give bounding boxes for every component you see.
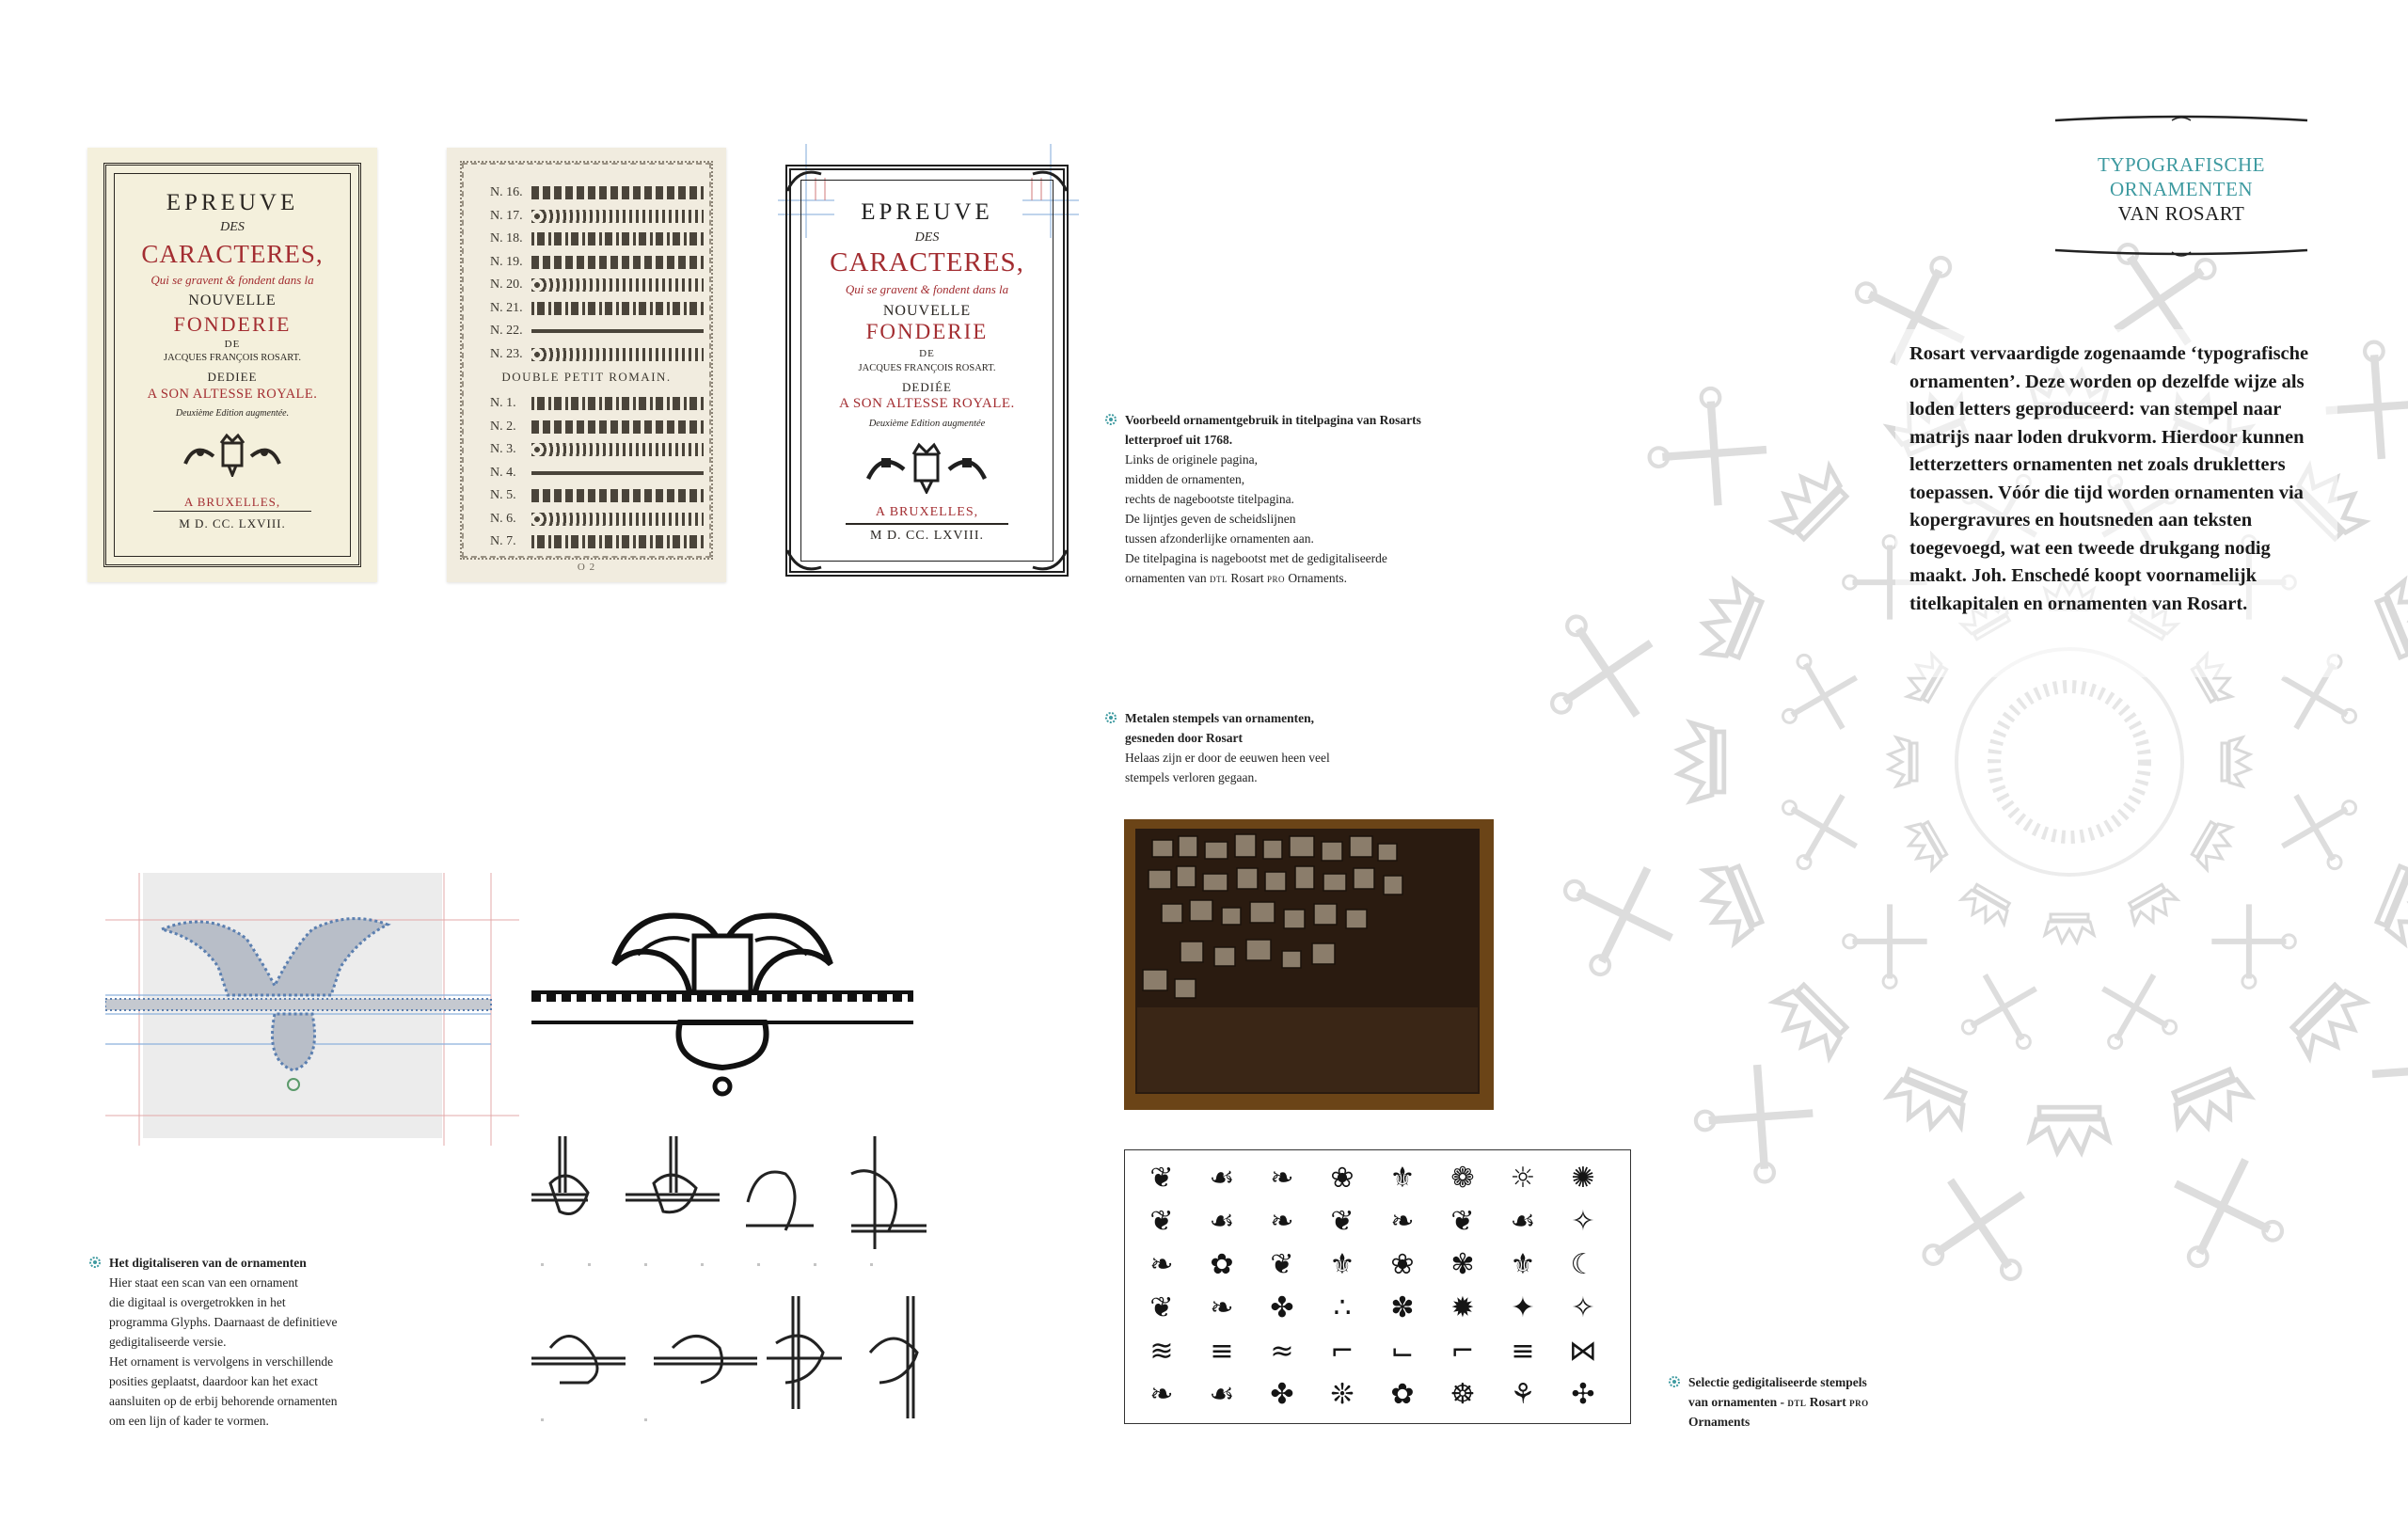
specimen-row-label: N. 3. — [490, 442, 516, 456]
caption-line: programma Glyphs. Daarnaast de definitieve — [109, 1315, 338, 1329]
title-line-1: TYPOGRAFISCHE — [2097, 153, 2266, 176]
caption-selection-head3: Ornaments — [1688, 1415, 1751, 1429]
specimen-ornament-strip — [531, 186, 704, 199]
caption-line: gedigitaliseerde versie. — [109, 1335, 227, 1349]
ornament-glyph: ✿ — [1210, 1248, 1234, 1281]
specimen-row — [490, 322, 704, 340]
caption-selection-head2 — [1688, 1392, 1933, 1412]
ornament-glyph: ❧ — [1210, 1291, 1234, 1324]
specimen-ornament-strip — [531, 443, 704, 456]
specimen-row-label: N. 16. — [490, 185, 523, 199]
ornament-glyph: ❧ — [1149, 1378, 1174, 1411]
ornament-glyph: ⚜ — [1510, 1248, 1536, 1281]
ornament-glyph: ✾ — [1450, 1248, 1475, 1281]
ornament-glyph: ❦ — [1149, 1205, 1174, 1238]
caption-text: van ornamenten - — [1688, 1395, 1788, 1409]
caption-titlepage-head2: letterproef uit 1768. — [1125, 433, 1233, 447]
ornament-glyph: ⌐ — [1330, 1335, 1354, 1368]
specimen-ornament-strip — [531, 329, 704, 333]
tp3-date: M D. CC. LXVIII. — [870, 529, 984, 543]
crest-ornament — [176, 432, 289, 477]
specimen-row-label: N. 23. — [490, 346, 523, 361]
ornament-glyph: ❀ — [1390, 1248, 1415, 1281]
specimen-row-label: N. 21. — [490, 300, 523, 315]
caption-line: De titelpagina is nagebootst met de gedigitaliseerde — [1125, 551, 1387, 565]
caption-line: Links de originele pagina, — [1125, 452, 1258, 467]
ornament-glyph: ❊ — [1330, 1378, 1354, 1411]
specimen-ornament-strip — [531, 302, 704, 315]
ornament-glyph: ❦ — [1270, 1248, 1294, 1281]
caption-line: De lijntjes geven de scheidslijnen — [1125, 512, 1296, 526]
ornament-glyph: ✦ — [1511, 1291, 1535, 1324]
ornament-glyph: ≡ — [1210, 1335, 1234, 1368]
tp3-des: DES — [914, 230, 940, 245]
punches-drawer — [1124, 819, 1494, 1110]
specimen-ornament-strip — [531, 210, 704, 223]
caption-line: aansluiten op de erbij behorende ornamenten — [109, 1394, 338, 1408]
caption-line: om een lijn of kader te vormen. — [109, 1414, 269, 1428]
tp3-de: DE — [919, 348, 935, 359]
ornament-specimen-sheet — [447, 148, 726, 582]
tp1-date: M D. CC. LXVIII. — [179, 516, 286, 530]
specimen-ornament-strip — [531, 397, 704, 410]
caption-text: ornamenten van — [1125, 571, 1210, 585]
ornament-glyph: ≈ — [1270, 1335, 1294, 1368]
tp1-fonderie: FONDERIE — [173, 312, 292, 336]
ornament-glyph: ⚜ — [1389, 1162, 1416, 1195]
spec-section-label: DOUBLE PETIT ROMAIN. — [501, 370, 672, 384]
specimen-row — [490, 510, 704, 529]
ornament-glyph: ❧ — [1149, 1248, 1174, 1281]
caption-line: die digitaal is overgetrokken in het — [109, 1295, 286, 1309]
spec-footer: O 2 — [577, 562, 596, 573]
title-bottom-rule — [2053, 246, 2309, 260]
tp1-bruxelles: A BRUXELLES, — [183, 495, 281, 509]
tp1-edition: Deuxième Edition augmentée. — [175, 408, 290, 419]
tp3-epreuve: EPREUVE — [861, 199, 993, 225]
tp1-de: DE — [224, 339, 241, 350]
ornament-glyph: ❁ — [1450, 1162, 1475, 1195]
ornament-glyph: ✣ — [1571, 1378, 1595, 1411]
specimen-row — [490, 440, 704, 459]
caption-stamps — [1125, 708, 1464, 787]
recreated-titlepage — [780, 148, 1074, 582]
tp1-caracteres: CARACTERES, — [141, 240, 324, 268]
specimen-ornament-strip — [531, 535, 704, 548]
ornament-glyph: ✤ — [1270, 1378, 1294, 1411]
caption-line: midden de ornamenten, — [1125, 472, 1245, 486]
caption-stamps-head2: gesneden door Rosart — [1125, 731, 1244, 745]
ornament-glyph: ✧ — [1571, 1291, 1595, 1324]
flower-bullet-icon — [1104, 711, 1117, 724]
specimen-row-label: N. 18. — [490, 231, 523, 245]
ornament-glyph: ✿ — [1390, 1378, 1415, 1411]
title-top-rule — [2053, 113, 2309, 124]
ornament-glyph: ❦ — [1149, 1291, 1174, 1324]
specimen-row-label: N. 19. — [490, 254, 523, 269]
tp1-rosart: JACQUES FRANÇOIS ROSART. — [164, 353, 301, 363]
specimen-ornament-strip — [531, 348, 704, 361]
tp3-edition: Deuxième Edition augmentée — [868, 419, 986, 429]
specimen-row — [490, 183, 704, 202]
ornament-glyph: ⚘ — [1510, 1378, 1536, 1411]
specimen-row-label: N. 2. — [490, 419, 516, 434]
ornament-positions — [531, 1136, 927, 1426]
ornament-glyph: ≡ — [1511, 1335, 1535, 1368]
specimen-row-label: N. 6. — [490, 511, 516, 526]
ornament-glyph: ❧ — [1270, 1162, 1294, 1195]
ornament-glyph: ✤ — [1270, 1291, 1294, 1324]
ornament-glyph: ❦ — [1450, 1205, 1475, 1238]
ornament-glyph: ✽ — [1390, 1291, 1415, 1324]
caption-digitize-head: Het digitaliseren van de ornamenten — [109, 1256, 307, 1270]
caption-selection — [1688, 1372, 1933, 1432]
ornament-glyph: ≋ — [1149, 1335, 1174, 1368]
original-titlepage — [87, 148, 377, 582]
specimen-ornament-strip — [531, 278, 704, 292]
caption-line: posities geplaatst, daardoor kan het exact — [109, 1374, 318, 1388]
specimen-row — [490, 230, 704, 248]
tp1-qui: Qui se gravent & fondent dans la — [150, 273, 314, 287]
ornament-glyph: ✧ — [1571, 1205, 1595, 1238]
specimen-row-label: N. 1. — [490, 396, 516, 410]
caption-line: Helaas zijn er door de eeuwen heen veel — [1125, 751, 1330, 765]
ornament-glyph: ∴ — [1333, 1291, 1352, 1324]
specimen-row — [490, 394, 704, 413]
specimen-row — [490, 464, 704, 483]
ornament-glyph: ☸ — [1450, 1378, 1476, 1411]
ornament-glyph: ⚜ — [1329, 1248, 1355, 1281]
tp3-rosart: JACQUES FRANÇOIS ROSART. — [858, 363, 996, 373]
specimen-row-label: N. 5. — [490, 488, 516, 502]
ornament-glyph: ⋈ — [1569, 1335, 1597, 1368]
specimen-row — [490, 486, 704, 505]
caption-stamps-head1: Metalen stempels van ornamenten, — [1125, 711, 1314, 725]
ornament-glyph: ☙ — [1209, 1378, 1235, 1411]
caption-line: stempels verloren gegaan. — [1125, 770, 1258, 784]
tp3-nouvelle: NOUVELLE — [882, 303, 972, 319]
specimen-row — [490, 345, 704, 364]
ornament-glyph: ❧ — [1390, 1205, 1415, 1238]
tp1-des: DES — [220, 220, 245, 234]
caption-smallcaps: dtl — [1787, 1395, 1807, 1409]
section-title — [2053, 113, 2309, 260]
caption-line: Hier staat een scan van een ornament — [109, 1275, 298, 1290]
caption-digitize — [109, 1253, 420, 1431]
specimen-row-label: N. 22. — [490, 324, 523, 338]
specimen-row-label: N. 17. — [490, 208, 523, 223]
ornament-glyph: ⌐ — [1450, 1335, 1475, 1368]
specimen-ornament-strip — [531, 489, 704, 502]
caption-text: Rosart — [1227, 571, 1267, 585]
ornament-glyph: ☾ — [1570, 1248, 1596, 1281]
ornament-glyph: ✹ — [1450, 1291, 1475, 1324]
specimen-ornament-strip — [531, 256, 704, 269]
flower-bullet-icon — [1668, 1375, 1681, 1388]
specimen-row — [490, 207, 704, 226]
specimen-row — [490, 299, 704, 318]
specimen-ornament-strip — [531, 232, 704, 245]
caption-selection-head1: Selectie gedigitaliseerde stempels — [1688, 1375, 1867, 1389]
specimen-ornament-strip — [531, 420, 704, 434]
tp3-qui: Qui se gravent & fondent dans la — [845, 282, 1009, 296]
flower-bullet-icon — [1104, 413, 1117, 426]
specimen-row — [490, 276, 704, 294]
punches-photo — [1124, 819, 1494, 1110]
ornament-glyph-grid — [1124, 1149, 1631, 1424]
caption-line: rechts de nagebootste titelpagina. — [1125, 492, 1294, 506]
caption-line: Het ornament is vervolgens in verschillende — [109, 1354, 334, 1369]
tp3-dediee: DEDIÉE — [902, 380, 952, 394]
caption-line: tussen afzonderlijke ornamenten aan. — [1125, 531, 1314, 546]
ornament-glyph: ☙ — [1209, 1205, 1235, 1238]
tp3-altesse: A SON ALTESSE ROYALE. — [839, 396, 1015, 411]
specimen-ornament-strip — [531, 513, 704, 526]
specimen-row — [490, 253, 704, 272]
tp1-altesse: A SON ALTESSE ROYALE. — [147, 387, 318, 402]
tp3-caracteres: CARACTERES, — [830, 247, 1024, 277]
ornament-glyph: ☼ — [1510, 1162, 1536, 1195]
specimen-row — [490, 418, 704, 436]
ornament-glyph: ❀ — [1330, 1162, 1354, 1195]
title-line-3: VAN ROSART — [2117, 202, 2245, 225]
ornament-glyph: ☙ — [1209, 1162, 1235, 1195]
caption-smallcaps: pro — [1849, 1395, 1869, 1409]
tp1-epreuve: EPREUVE — [166, 190, 299, 215]
tp3-fonderie: FONDERIE — [865, 320, 989, 343]
tp3-bruxelles: A BRUXELLES, — [875, 505, 979, 519]
caption-line — [1125, 568, 1501, 588]
ornament-glyph: ⌙ — [1390, 1335, 1415, 1368]
specimen-row — [490, 532, 704, 551]
title-line-2: ORNAMENTEN — [2110, 178, 2253, 200]
tp1-dediee: DEDIEE — [207, 370, 258, 384]
glyphs-scan-view — [105, 873, 519, 1146]
caption-smallcaps: pro — [1266, 571, 1285, 585]
specimen-row-label: N. 20. — [490, 277, 523, 292]
caption-smallcaps: dtl — [1209, 571, 1228, 585]
specimen-row-label: N. 4. — [490, 465, 516, 480]
ornament-glyph: ❧ — [1270, 1205, 1294, 1238]
ornament-glyph: ❦ — [1149, 1162, 1174, 1195]
ornament-glyph: ✺ — [1571, 1162, 1595, 1195]
caption-titlepage — [1125, 410, 1501, 588]
ornament-glyph: ❦ — [1330, 1205, 1354, 1238]
tp1-nouvelle: NOUVELLE — [188, 293, 277, 309]
specimen-row-label: N. 7. — [490, 534, 516, 548]
caption-text: Rosart — [1806, 1395, 1850, 1409]
intro-paragraph: Rosart vervaardigde zogenaamde ‘typografische ornamenten’. Deze worden op dezelfde wijze als loden letters geproduceerd: van stempel naar matrijs naar loden drukvorm. Hierdoor kunnen letterzetters ornamenten net zoals drukletters toepassen. Vóór die tijd worden ornamenten via kopergravures en houtsneden aan teksten toegevoegd, wat een tweede drukgang nodig maakt. Joh. Enschedé koopt voornamelijk titelkapitalen en ornamenten van Rosart. — [1909, 343, 2309, 614]
specimen-ornament-strip — [531, 471, 704, 475]
caption-titlepage-head1: Voorbeeld ornamentgebruik in titelpagina van Rosarts — [1125, 413, 1421, 427]
caption-text: Ornaments. — [1284, 571, 1347, 585]
crest-ornament-recreated — [861, 441, 992, 494]
final-ornament — [530, 898, 915, 1100]
ornament-glyph: ☙ — [1510, 1205, 1536, 1238]
flower-bullet-icon — [88, 1256, 102, 1269]
